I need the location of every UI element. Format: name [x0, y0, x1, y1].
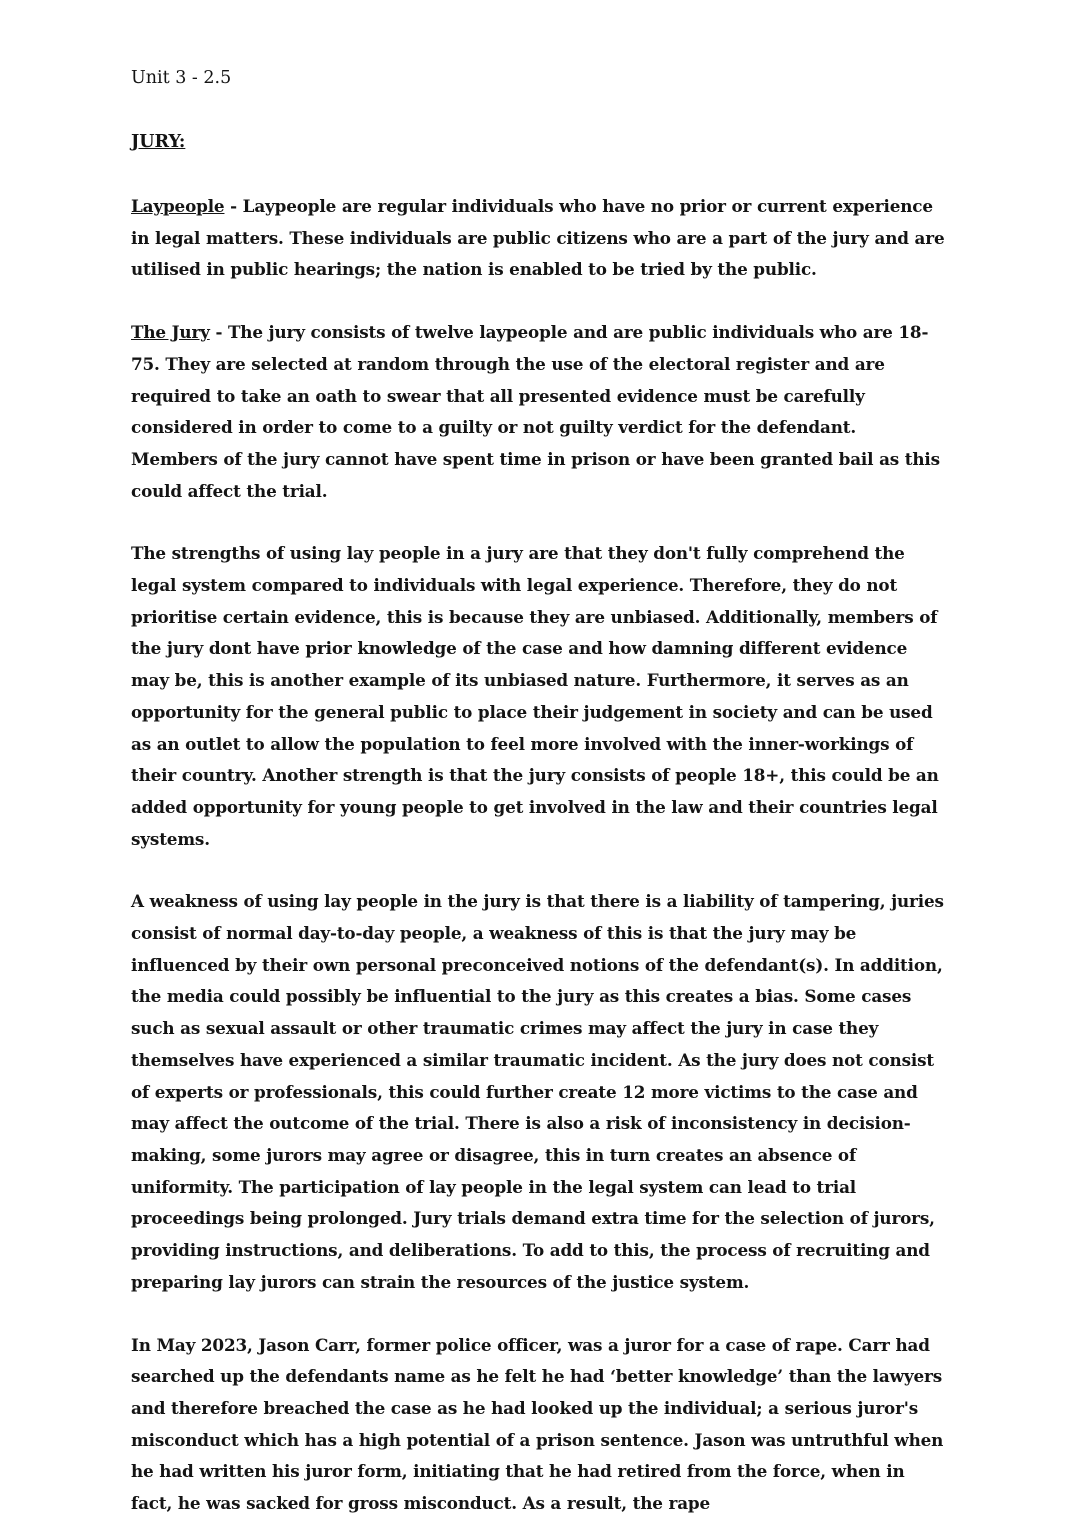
- jury-term: The Jury: [131, 322, 210, 343]
- weakness-paragraph: A weakness of using lay people in the jury is that there is a liability of tampering, juries consist of normal day-to-day people, a weakness of this is that the jury may be influenced by their own personal preconceived notions of the defendant(s). In addition, the media could possibly be influential to the jury as this creates a bias. Some cases such as sexual assault or other traumatic crimes may affect the jury in case they themselves have experienced a similar traumatic incident. As the jury does not consist of experts or professionals, this could further create 12 more victims to the case and may affect the outcome of the trial. There is also a risk of inconsistency in decision-making, some jurors may agree or disagree, this in turn creates an absence of uniformity. The participation of lay people in the legal system can lead to trial proceedings being prolonged. Jury trials demand extra time for the selection of jurors, providing instructions, and deliberations. To add to this, the process of recruiting and preparing lay jurors can strain the resources of the justice system.: [131, 891, 944, 1292]
- laypeople-definition: - Laypeople are regular individuals who have no prior or current experience in legal matters. These individuals are public citizens who are a part of the jury and are utilised in public hearings; the nation is enabled to be tried by the public.: [131, 196, 945, 280]
- document-page: [131, 64, 946, 1520]
- laypeople-paragraph: [131, 191, 946, 286]
- strengths-paragraph: The strengths of using lay people in a jury are that they don't fully comprehend the legal system compared to individuals with legal experience. Therefore, they do not prioritise certain evidence, this is because they are unbiased. Additionally, members of the jury dont have prior knowledge of the case and how damning different evidence may be, this is another example of its unbiased nature. Furthermore, it serves as an opportunity for the general public to place their judgement in society and can be used as an outlet to allow the population to feel more involved with the inner-workings of their country. Another strength is that the jury consists of people 18+, this could be an added opportunity for young people to get involved in the law and their countries legal systems.: [131, 543, 939, 849]
- section-heading: JURY:: [131, 132, 186, 152]
- jury-definition: - The jury consists of twelve laypeople and are public individuals who are 18-75. They are selected at random through the use of the electoral register and are required to take an oath to swear that all presented evidence must be carefully considered in order to come to a guilty or not guilty verdict for the defendant. Members of the jury cannot have spent time in prison or have been granted bail as this could affect the trial.: [131, 322, 940, 501]
- case-example-paragraph: In May 2023, Jason Carr, former police officer, was a juror for a case of rape. Carr had searched up the defendants name as he felt he had ‘better knowledge’ than the lawyers and therefore breached the case as he had looked up the individual; a serious juror's misconduct which has a high potential of a prison sentence. Jason was untruthful when he had written his juror form, initiating that he had retired from the force, when in fact, he was sacked for gross misconduct. As a result, the rape: [131, 1334, 944, 1514]
- jury-paragraph: [131, 317, 946, 507]
- unit-label: Unit 3 - 2.5: [131, 68, 232, 88]
- laypeople-term: Laypeople: [131, 196, 225, 216]
